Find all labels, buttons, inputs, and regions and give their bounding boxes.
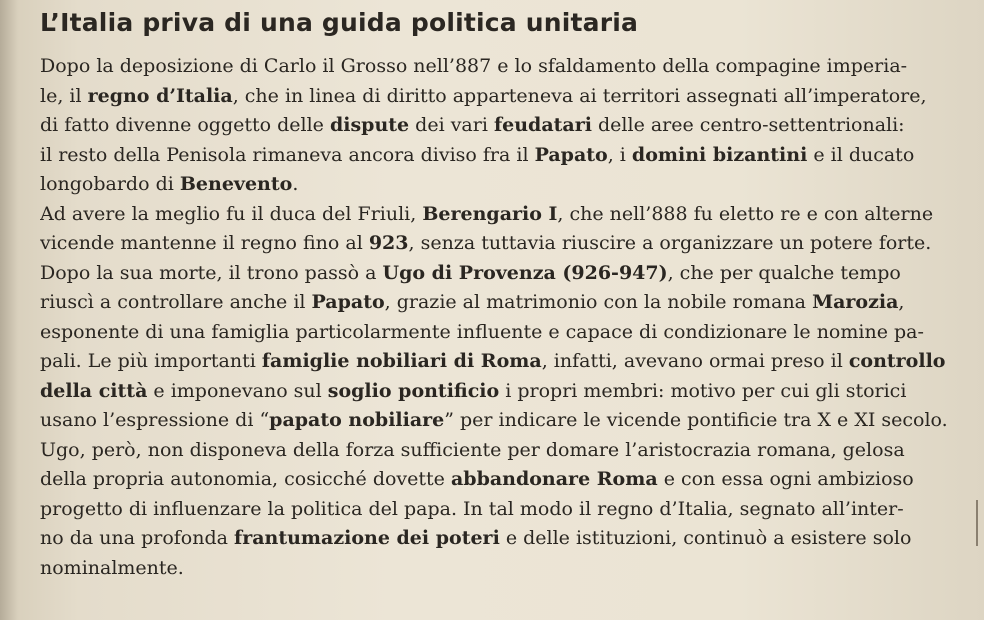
text-line [40,495,972,525]
text-line [40,436,972,466]
text-line [40,406,972,436]
text-run: progetto di influenzare la politica del papa. In tal modo il regno d’Italia, segnato all’inter- [40,497,904,520]
text-line [40,141,972,171]
text-run: e delle istituzioni, continuò a esistere solo [499,527,912,549]
text-run: e imponevano sul [147,379,328,402]
text-run: , che nell’888 fu eletto re e con alterne [557,202,934,225]
text-line [40,259,972,289]
bold-term: controllo [848,350,946,372]
bold-term: Ugo di Provenza (926-947) [382,261,668,284]
text-run: esponente di una famiglia particolarmente influente e capace di condizionare le nomine pa- [40,320,924,343]
text-run: dei vari [409,114,494,136]
body-paragraph [40,52,972,583]
text-line [40,465,972,495]
bold-term: Berengario I [422,202,558,225]
text-run: , grazie al matrimonio con la nobile romana [384,291,813,313]
bold-term: dispute [329,114,410,136]
bold-term: papato nobiliare [269,409,445,431]
bold-term: Benevento [179,173,293,195]
text-run: delle aree centro-settentrionali: [591,114,905,136]
text-run: e con essa ogni ambizioso [657,468,914,490]
text-run: pali. Le più importanti [40,350,262,372]
text-run: no da una profonda [40,527,235,549]
text-run: di fatto divenne oggetto delle [40,114,330,136]
text-line [40,347,972,377]
text-run: , [898,291,905,313]
text-run: vicende mantenne il regno fino al [40,232,369,254]
text-run: , che per qualche tempo [667,261,901,284]
text-line [40,524,972,554]
bold-term: famiglie nobiliari di Roma [261,350,542,372]
bold-term: domini bizantini [631,143,808,166]
text-run: nominalmente. [40,556,184,579]
bold-term: regno d’Italia [87,84,233,107]
bold-term: Marozia [812,291,899,313]
page-gutter-shadow [0,0,18,620]
text-run: Dopo la sua morte, il trono passò a [40,261,383,284]
text-run: , i [607,143,632,166]
text-run: le, il [40,84,88,107]
text-run: Ad avere la meglio fu il duca del Friuli, [40,202,423,225]
text-run: usano l’espressione di “ [40,409,270,431]
text-run: il resto della Penisola rimaneva ancora diviso fra il [40,143,535,166]
text-line [40,554,972,584]
bold-term: frantumazione dei poteri [234,527,500,549]
text-line [40,82,972,112]
bold-term: soglio pontificio [327,379,500,402]
text-run: Ugo, però, non disponeva della forza sufficiente per domare l’aristocrazia romana, gelosa [40,438,905,461]
text-run: e il ducato [807,143,915,166]
text-run: Dopo la deposizione di Carlo il Grosso nell’887 e lo sfaldamento della compagine imperia- [40,55,908,77]
text-line [40,111,972,141]
text-run: longobardo di [40,173,180,195]
text-line [40,229,972,259]
text-line [40,200,972,230]
margin-edge-mark [976,500,978,546]
text-run: . [292,173,299,195]
bold-term: della città [40,379,148,402]
bold-term: Papato [534,143,608,166]
text-line [40,288,972,318]
text-run: riuscì a controllare anche il [40,291,312,313]
bold-term: 923 [368,232,409,254]
bold-term: abbandonare Roma [450,468,658,490]
text-line [40,377,972,407]
text-line [40,170,972,200]
text-run: , infatti, avevano ormai preso il [541,350,849,372]
text-line [40,52,972,82]
text-run: ” per indicare le vicende pontificie tra X e XI secolo. [444,409,948,431]
bold-term: Papato [311,291,385,313]
text-line [40,318,972,348]
bold-term: feudatari [493,114,592,136]
text-run: , senza tuttavia riuscire a organizzare un potere forte. [408,232,932,254]
text-run: , che in linea di diritto apparteneva ai territori assegnati all’imperatore, [232,84,927,107]
text-run: della propria autonomia, cosicché dovette [40,468,451,490]
section-title: L’Italia priva di una guida politica unitaria [40,8,639,37]
text-run: i propri membri: motivo per cui gli storici [499,379,907,402]
